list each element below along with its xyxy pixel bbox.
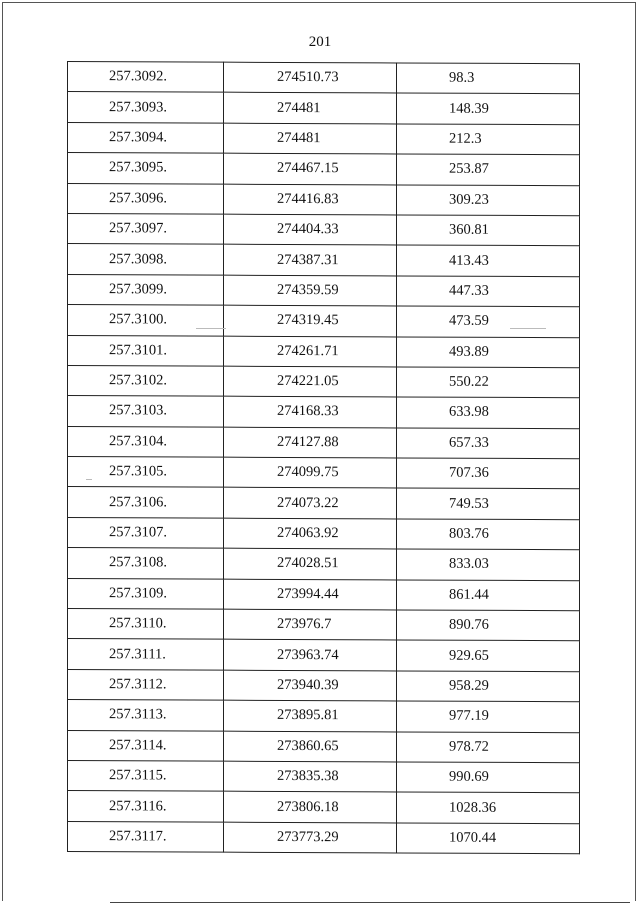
y-coordinate-cell: 1070.44 xyxy=(397,823,580,854)
y-coordinate-cell: 98.3 xyxy=(397,63,580,94)
table-row xyxy=(68,213,580,246)
x-coordinate-cell: 273835.38 xyxy=(224,761,397,792)
y-coordinate-cell: 493.89 xyxy=(397,336,580,367)
y-coordinate-cell: 890.76 xyxy=(397,610,580,641)
point-id-cell: 257.3097. xyxy=(68,213,224,244)
y-coordinate-cell: 657.33 xyxy=(397,428,580,459)
table-row xyxy=(68,92,580,125)
table-row xyxy=(68,305,580,338)
point-id-cell: 257.3117. xyxy=(68,821,224,852)
y-coordinate-cell: 309.23 xyxy=(397,185,580,216)
y-coordinate-cell: 929.65 xyxy=(397,640,580,671)
table-row xyxy=(68,821,580,854)
point-id-cell: 257.3108. xyxy=(68,548,224,579)
point-id-cell: 257.3094. xyxy=(68,122,224,153)
y-coordinate-cell: 990.69 xyxy=(397,762,580,793)
table-row xyxy=(68,578,580,611)
y-coordinate-cell: 360.81 xyxy=(397,215,580,246)
point-id-cell: 257.3100. xyxy=(68,305,224,336)
x-coordinate-cell: 274099.75 xyxy=(224,457,397,488)
y-coordinate-cell: 413.43 xyxy=(397,245,580,276)
point-id-cell: 257.3115. xyxy=(68,760,224,791)
point-id-cell: 257.3104. xyxy=(68,426,224,457)
table-row xyxy=(68,396,580,429)
point-id-cell: 257.3102. xyxy=(68,365,224,396)
y-coordinate-cell: 550.22 xyxy=(397,367,580,398)
x-coordinate-cell: 274063.92 xyxy=(224,518,397,549)
x-coordinate-cell: 274028.51 xyxy=(224,548,397,579)
y-coordinate-cell: 803.76 xyxy=(397,519,580,550)
table-row xyxy=(68,487,580,520)
table-row xyxy=(68,791,580,824)
bottom-rule xyxy=(110,902,630,903)
x-coordinate-cell: 273940.39 xyxy=(224,670,397,701)
table-row xyxy=(68,335,580,368)
point-id-cell: 257.3111. xyxy=(68,639,224,670)
table-row xyxy=(68,183,580,216)
x-coordinate-cell: 273895.81 xyxy=(224,700,397,731)
point-id-cell: 257.3101. xyxy=(68,335,224,366)
y-coordinate-cell: 473.59 xyxy=(397,306,580,337)
x-coordinate-cell: 274319.45 xyxy=(224,305,397,336)
x-coordinate-cell: 274359.59 xyxy=(224,275,397,306)
y-coordinate-cell: 633.98 xyxy=(397,397,580,428)
table-row xyxy=(68,365,580,398)
coordinates-table xyxy=(67,61,580,854)
point-id-cell: 257.3107. xyxy=(68,517,224,548)
table-row xyxy=(68,244,580,277)
point-id-cell: 257.3116. xyxy=(68,791,224,822)
point-id-cell: 257.3112. xyxy=(68,669,224,700)
x-coordinate-cell: 274467.15 xyxy=(224,153,397,184)
point-id-cell: 257.3099. xyxy=(68,274,224,305)
point-id-cell: 257.3109. xyxy=(68,578,224,609)
point-id-cell: 257.3092. xyxy=(68,62,224,93)
x-coordinate-cell: 273806.18 xyxy=(224,792,397,823)
table-row xyxy=(68,457,580,490)
y-coordinate-cell: 707.36 xyxy=(397,458,580,489)
x-coordinate-cell: 274221.05 xyxy=(224,366,397,397)
table-row xyxy=(68,122,580,155)
x-coordinate-cell: 274481 xyxy=(224,93,397,124)
table-row xyxy=(68,700,580,733)
x-coordinate-cell: 274127.88 xyxy=(224,427,397,458)
point-id-cell: 257.3105. xyxy=(68,457,224,488)
scan-speck xyxy=(86,479,92,480)
point-id-cell: 257.3103. xyxy=(68,396,224,427)
x-coordinate-cell: 273963.74 xyxy=(224,640,397,671)
point-id-cell: 257.3114. xyxy=(68,730,224,761)
point-id-cell: 257.3096. xyxy=(68,183,224,214)
y-coordinate-cell: 148.39 xyxy=(397,93,580,124)
table-row xyxy=(68,760,580,793)
y-coordinate-cell: 447.33 xyxy=(397,276,580,307)
table-row xyxy=(68,274,580,307)
table-body xyxy=(68,62,580,854)
table-row xyxy=(68,517,580,550)
x-coordinate-cell: 274510.73 xyxy=(224,62,397,93)
x-coordinate-cell: 274481 xyxy=(224,123,397,154)
point-id-cell: 257.3095. xyxy=(68,153,224,184)
scan-speck xyxy=(510,328,546,329)
y-coordinate-cell: 1028.36 xyxy=(397,792,580,823)
y-coordinate-cell: 253.87 xyxy=(397,154,580,185)
y-coordinate-cell: 749.53 xyxy=(397,488,580,519)
point-id-cell: 257.3110. xyxy=(68,609,224,640)
table-row xyxy=(68,62,580,95)
table-row xyxy=(68,669,580,702)
x-coordinate-cell: 274261.71 xyxy=(224,336,397,367)
y-coordinate-cell: 833.03 xyxy=(397,549,580,580)
point-id-cell: 257.3098. xyxy=(68,244,224,275)
point-id-cell: 257.3093. xyxy=(68,92,224,123)
x-coordinate-cell: 274387.31 xyxy=(224,245,397,276)
x-coordinate-cell: 274404.33 xyxy=(224,214,397,245)
point-id-cell: 257.3113. xyxy=(68,700,224,731)
y-coordinate-cell: 861.44 xyxy=(397,580,580,611)
x-coordinate-cell: 273994.44 xyxy=(224,579,397,610)
x-coordinate-cell: 274168.33 xyxy=(224,396,397,427)
table-row xyxy=(68,426,580,459)
y-coordinate-cell: 958.29 xyxy=(397,671,580,702)
y-coordinate-cell: 977.19 xyxy=(397,701,580,732)
y-coordinate-cell: 212.3 xyxy=(397,124,580,155)
table-row xyxy=(68,548,580,581)
x-coordinate-cell: 274416.83 xyxy=(224,184,397,215)
table-row xyxy=(68,153,580,186)
x-coordinate-cell: 273773.29 xyxy=(224,822,397,853)
table-row xyxy=(68,609,580,642)
x-coordinate-cell: 274073.22 xyxy=(224,488,397,519)
table-row xyxy=(68,730,580,763)
scan-speck xyxy=(196,328,226,329)
x-coordinate-cell: 273976.7 xyxy=(224,609,397,640)
point-id-cell: 257.3106. xyxy=(68,487,224,518)
page-number: 201 xyxy=(308,34,332,50)
table-row xyxy=(68,639,580,672)
y-coordinate-cell: 978.72 xyxy=(397,732,580,763)
x-coordinate-cell: 273860.65 xyxy=(224,731,397,762)
